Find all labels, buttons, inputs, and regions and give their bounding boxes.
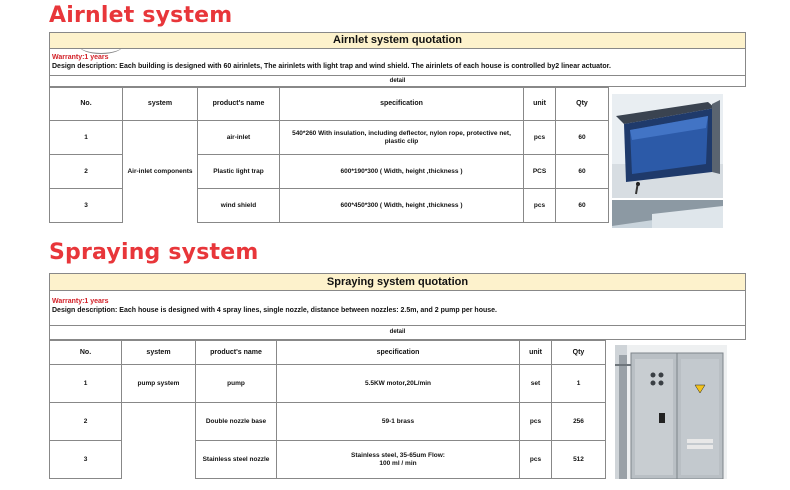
row-no: 1: [50, 365, 122, 403]
row-specification: 540*260 With insulation, including deflector, nylon rope, protective net, plastic clip: [280, 121, 524, 155]
spraying-table: [49, 340, 606, 479]
col-header-unit: unit: [524, 88, 556, 121]
airnlet-table-title: [49, 32, 746, 49]
row-specification: 600*190*300 ( Width, height ,thickness ): [280, 155, 524, 189]
airnlet-detail-text: detail: [389, 78, 406, 84]
spraying-warranty: Warranty:1 years: [52, 298, 109, 305]
row-no: 2: [50, 155, 123, 189]
row-system-group: Air-inlet components: [123, 121, 198, 223]
spraying-header-row: [50, 341, 606, 365]
row-no: 3: [50, 441, 122, 479]
airnlet-quotation-sheet: [49, 32, 746, 228]
col-header-no: No.: [50, 341, 122, 365]
row-specification: 5.5KW motor,20L/min: [277, 365, 520, 403]
wall-photo: [612, 200, 723, 228]
col-header-system: system: [123, 88, 198, 121]
row-qty: 1: [552, 365, 606, 403]
row-specification: 59-1 brass: [277, 403, 520, 441]
row-product-name: pump: [196, 365, 277, 403]
row-unit: pcs: [524, 189, 556, 223]
row-unit: PCS: [524, 155, 556, 189]
col-header-system: system: [122, 341, 196, 365]
airnlet-description-block: [49, 49, 746, 76]
col-header-product-name: product's name: [198, 88, 280, 121]
row-qty: 256: [552, 403, 606, 441]
row-qty: 60: [556, 189, 609, 223]
pump-cabinet-photo: [615, 345, 727, 479]
col-header-no: No.: [50, 88, 123, 121]
col-header-unit: unit: [520, 341, 552, 365]
row-unit: pcs: [520, 403, 552, 441]
row-system: [122, 403, 196, 479]
airnlet-header-row: [50, 88, 609, 121]
col-header-specification: specification: [277, 341, 520, 365]
airnlet-warranty: Warranty:1 years: [52, 54, 109, 61]
airnlet-table-title-text: Airnlet system quotation: [333, 34, 462, 46]
row-product-name: wind shield: [198, 189, 280, 223]
table-row: [50, 403, 606, 441]
airnlet-table: [49, 87, 609, 223]
spraying-quotation-sheet: [49, 273, 746, 479]
col-header-product-name: product's name: [196, 341, 277, 365]
table-row: [50, 365, 606, 403]
row-product-name: Stainless steel nozzle: [196, 441, 277, 479]
row-qty: 60: [556, 155, 609, 189]
air-inlet-photo-svg: [612, 94, 723, 198]
airnlet-detail-label: [49, 76, 746, 87]
row-system: pump system: [122, 365, 196, 403]
airnlet-section-title: Airnlet system: [49, 3, 233, 28]
airnlet-description: Design description: Each building is designed with 60 airinlets, The airinlets with light trap and wind shield. The airinlets of each house is controlled by2 linear actuator.: [52, 63, 611, 70]
row-product-name: Plastic light trap: [198, 155, 280, 189]
row-specification: Stainless steel, 35-65um Flow: 100 ml / min: [277, 441, 520, 479]
spraying-detail-label: [49, 326, 746, 340]
col-header-qty: Qty: [552, 341, 606, 365]
spraying-description-block: [49, 291, 746, 326]
row-qty: 60: [556, 121, 609, 155]
air-inlet-photo: [612, 94, 723, 198]
spraying-description: Design description: Each house is designed with 4 spray lines, single nozzle, distance between nozzles: 2.5m, and 2 pump per house.: [52, 307, 497, 314]
spraying-table-title-text: Spraying system quotation: [326, 276, 469, 288]
row-unit: pcs: [524, 121, 556, 155]
row-specification: 600*450*300 ( Width, height ,thickness ): [280, 189, 524, 223]
row-no: 2: [50, 403, 122, 441]
row-product-name: Double nozzle base: [196, 403, 277, 441]
col-header-qty: Qty: [556, 88, 609, 121]
row-product-name: air-inlet: [198, 121, 280, 155]
wall-photo-svg: [612, 200, 723, 228]
pump-cabinet-photo-svg: [615, 345, 727, 479]
row-no: 1: [50, 121, 123, 155]
spraying-table-title: [49, 273, 746, 291]
row-no: 3: [50, 189, 123, 223]
row-unit: pcs: [520, 441, 552, 479]
spraying-detail-text: detail: [389, 329, 406, 335]
col-header-specification: specification: [280, 88, 524, 121]
row-unit: set: [520, 365, 552, 403]
row-qty: 512: [552, 441, 606, 479]
spraying-section-title: Spraying system: [49, 240, 259, 265]
table-row: [50, 121, 609, 155]
